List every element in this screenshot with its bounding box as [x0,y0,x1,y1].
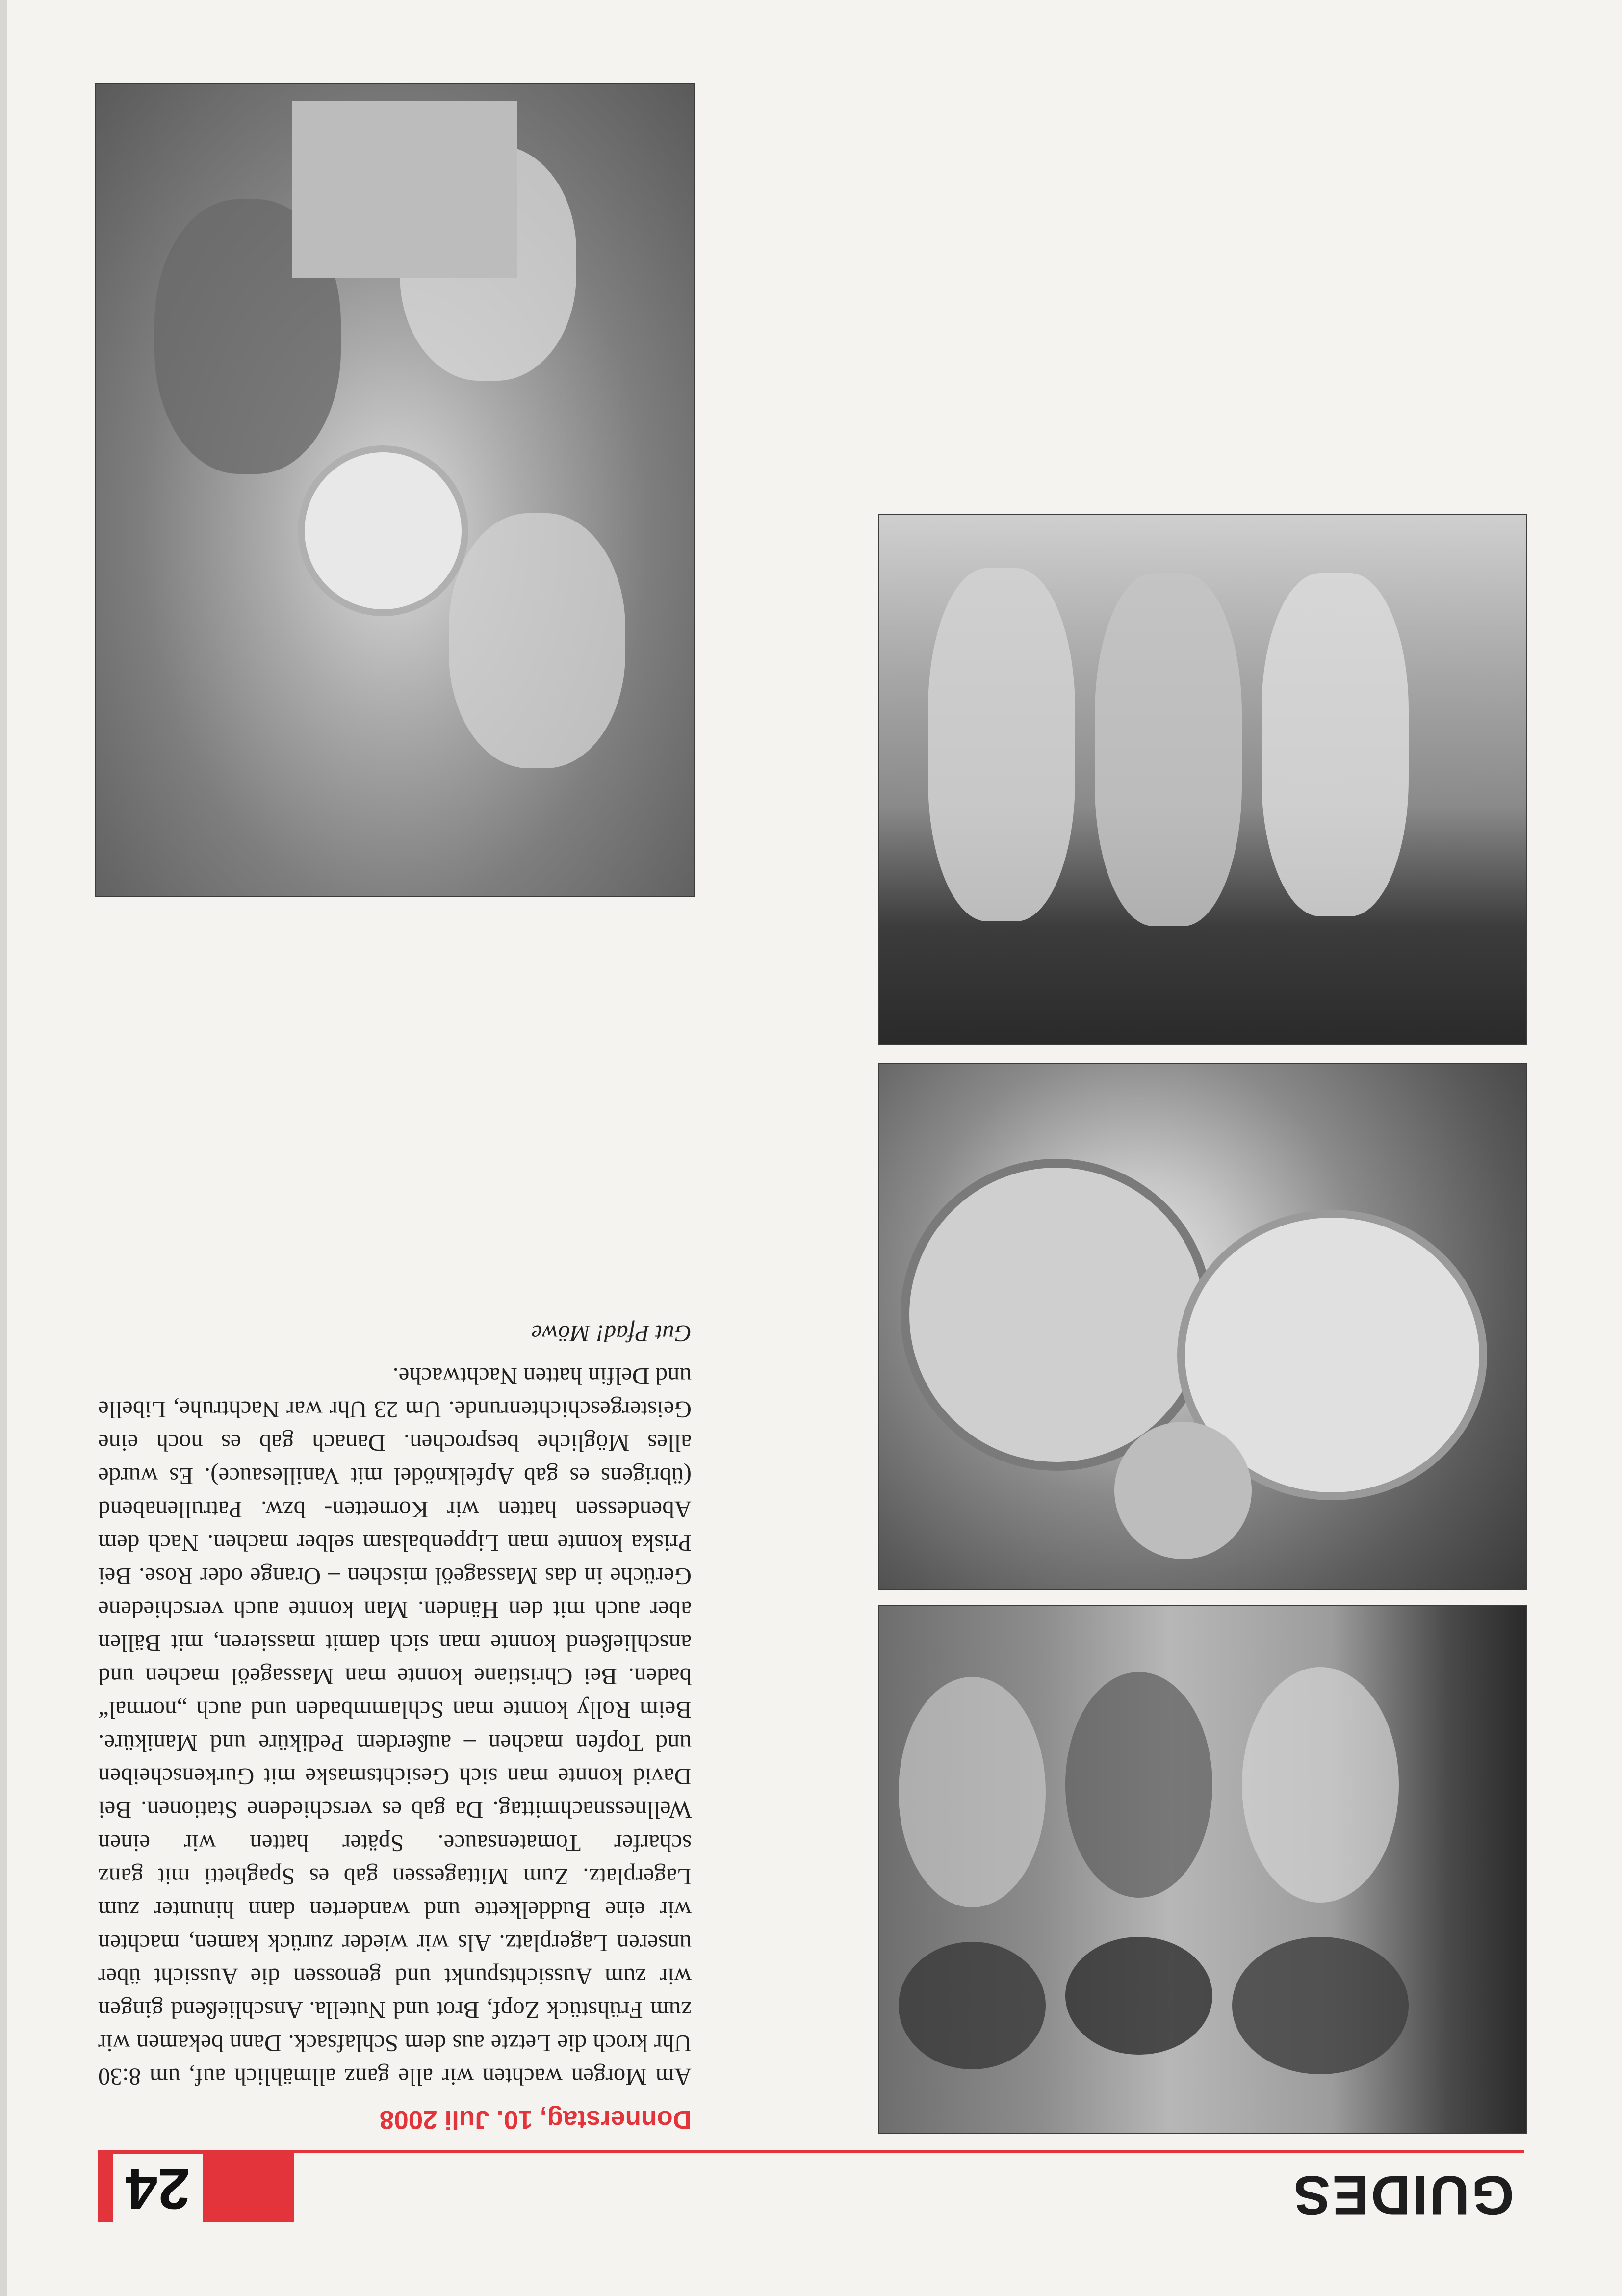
article-date-heading: Donnerstag, 10. Juli 2008 [379,2105,692,2134]
photo-girls-wellness-bowl-icon [95,83,695,897]
section-label: GUIDES [1291,2165,1514,2226]
photo-dinner-plate-icon [878,1063,1527,1590]
binding-edge [0,0,7,2296]
article [98,1319,692,2134]
article-body: Am Morgen wachten wir alle ganz allmählich auf, um 8:30 Uhr kroch die Letzte aus dem Schlafsack. Dann bekamen wir zum Frühstück Zopf, Brot und Nutella. Anschließend gingen wir zum Aussichtspunkt und genossen die Aussicht über unseren Lagerplatz. Als wir wieder zurück kamen, machten wir eine Buddelkette und wanderten dann hinunter zum Lagerplatz. Zum Mittagessen gab es Spaghetti mit ganz scharfer Tomatensauce. Später hatten wir einen Wellnessnachmittag. Da gab es verschiedene Stationen. Bei David konnte man sich Gesichtsmaske mit Gurkenscheiben und Topfen machen – außerdem Pediküre und Maniküre. Beim Rolly konnte man Schlammbaden und auch „normal“ baden. Bei Christiane konnte man Massageöl machen und anschließend konnte man sich damit massieren, mit Bällen aber auch mit den Händen. Man konnte auch verschiedene Gerüche in das Massageöl mischen – Orange oder Rose. Bei Priska konnte man Lippenbalsam selber machen. Nach dem Abendessen hatten wir Kornetten- bzw. Patrullenabend (übrigens es gab Apfelknödel mit Vanillesauce). Es wurde alles Mögliche besprochen. Danach gab es noch eine Geistergeschichtenrunde. Um 23 Uhr war Nachtruhe, Libelle und Delfin hatten Nachtwache. [98,1363,692,2091]
page-number: 24 [113,2154,203,2222]
header-rule [98,2150,1524,2153]
photo-scouts-with-hats-icon [878,1605,1527,2134]
photo-girls-swimwear-icon [878,514,1527,1045]
article-signature: Gut Pfad! Möwe [531,1320,692,1348]
